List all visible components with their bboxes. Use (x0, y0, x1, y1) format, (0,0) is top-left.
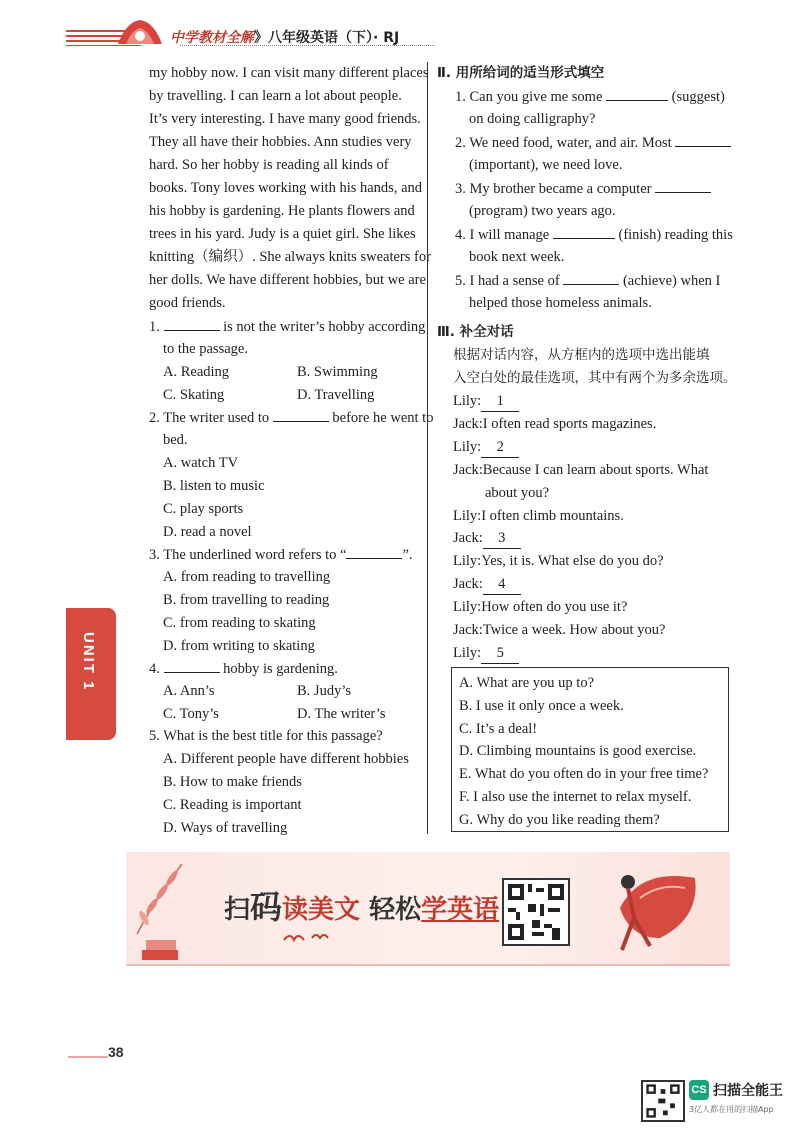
birds-icon (282, 930, 332, 946)
dialog-speaker: Lily: (453, 393, 482, 409)
dialog-text: Twice a week. How about you? (482, 622, 666, 638)
banner-slogan (224, 882, 499, 928)
s2-item-1-hint: (suggest) (671, 89, 725, 105)
dialog-speaker: Lily: (453, 645, 482, 661)
s2-item-3-cont: (program) two years ago. (469, 203, 616, 219)
q2-continuation: bed. (163, 432, 188, 448)
passage-line: by travelling. I can learn a lot about people. (149, 88, 402, 104)
q2-option-b[interactable]: B. listen to music (163, 478, 265, 494)
s2-item-2 (455, 132, 731, 153)
dialog-line (453, 506, 624, 526)
s2-item-1-cont: on doing calligraphy? (469, 111, 596, 127)
question-2 (149, 407, 433, 428)
dialog-blank[interactable]: 5 (481, 643, 519, 664)
banner-word-5: 学英语 (421, 895, 500, 925)
q3-option-b[interactable]: B. from travelling to reading (163, 592, 330, 608)
choice-option[interactable]: B. I use it only once a week. (459, 698, 624, 714)
banner-word-1: 扫 (224, 895, 251, 925)
banner-word-4: 轻松 (369, 895, 422, 925)
dialog-blank[interactable]: 1 (481, 391, 519, 412)
dialog-line (453, 597, 627, 617)
s2-item-1 (455, 86, 725, 107)
dialog-line (453, 620, 665, 640)
s2-item-1-blank[interactable] (606, 86, 668, 101)
s2-item-3-text: 3. My brother became a computer (455, 181, 652, 197)
s2-item-4-blank[interactable] (553, 224, 615, 239)
passage-line: They all have their hobbies. Ann studies very (149, 134, 412, 150)
dialog-line (453, 574, 521, 595)
q1-blank[interactable] (164, 316, 220, 331)
choice-option[interactable]: F. I also use the internet to relax myself. (459, 789, 692, 805)
dialog-speaker: Lily: (453, 599, 482, 615)
q2-text-b: before he went to (332, 410, 434, 426)
passage-line: my hobby now. I can visit many different places (149, 65, 429, 81)
dialog-speaker: Jack: (453, 622, 483, 638)
dialog-text: I often read sports magazines. (482, 416, 657, 432)
banner-word-3: 读美文 (282, 895, 361, 925)
dialog-blank[interactable]: 3 (483, 528, 521, 549)
book-stack-icon (140, 936, 180, 962)
s2-item-2-text: 2. We need food, water, and air. Most (455, 135, 672, 151)
question-5: 5. What is the best title for this passage? (149, 728, 383, 744)
runner-with-book-icon (600, 858, 710, 958)
section-2-title: Ⅱ. 用所给词的适当形式填空 (437, 65, 605, 81)
passage-line: trees in his yard. Judy is a quiet girl. She likes (149, 226, 416, 242)
q1-option-d[interactable]: D. Travelling (297, 387, 375, 403)
q3-text-b: ”. (402, 547, 413, 563)
section-3-title: Ⅲ. 补全对话 (437, 324, 514, 340)
dialog-line (453, 391, 519, 412)
camscanner-tagline: 3亿人都在用的扫描App (689, 1105, 774, 1114)
q1-number: 1. (149, 319, 160, 335)
s2-item-3 (455, 178, 711, 199)
dialog-text: How often do you use it? (481, 599, 628, 615)
s2-item-3-blank[interactable] (655, 178, 711, 193)
header-brand: 中学教材全解 (170, 30, 254, 46)
camscanner-name: 扫描全能王 (713, 1083, 783, 1099)
q3-option-a[interactable]: A. from reading to travelling (163, 569, 331, 585)
passage-line: his hobby is gardening. He plants flowers and (149, 203, 415, 219)
dialog-line (453, 437, 519, 458)
s2-item-5-cont: helped those homeless animals. (469, 295, 652, 311)
choice-option[interactable]: E. What do you often do in your free time? (459, 766, 709, 782)
header-title (170, 27, 399, 47)
question-4 (149, 658, 338, 679)
dialog-speaker: Jack: (453, 416, 483, 432)
section-3-instruction-2: 入空白处的最佳选项，其中有两个为多余选项。 (453, 370, 737, 386)
q2-option-a[interactable]: A. watch TV (163, 455, 239, 471)
q4-text: hobby is gardening. (223, 661, 338, 677)
section-3-instruction-1: 根据对话内容，从方框内的选项中选出能填 (453, 347, 710, 363)
s2-item-2-cont: (important), we need love. (469, 157, 623, 173)
dialog-speaker: Jack: (453, 462, 483, 478)
dialog-speaker: Jack: (453, 530, 483, 546)
q5-option-a[interactable]: A. Different people have different hobbies (163, 751, 409, 767)
banner-word-2: 码 (250, 888, 283, 926)
dialog-line (453, 460, 708, 480)
q5-option-c[interactable]: C. Reading is important (163, 797, 302, 813)
qr-code-icon (643, 1082, 683, 1120)
s2-item-5-blank[interactable] (563, 270, 619, 285)
camscanner-logo: CS (689, 1080, 709, 1100)
banner-qr-code[interactable] (502, 878, 570, 946)
q5-option-d[interactable]: D. Ways of travelling (163, 820, 288, 836)
q3-blank[interactable] (346, 544, 402, 559)
dialog-text: Because I can learn about sports. What (482, 462, 709, 478)
dialog-speaker: Lily: (453, 439, 482, 455)
s2-item-4-text: 4. I will manage (455, 227, 550, 243)
choice-option[interactable]: C. It’s a deal! (459, 721, 538, 737)
dialog-line (453, 643, 519, 664)
choice-option[interactable]: A. What are you up to? (459, 675, 595, 691)
dialog-text: about you? (485, 485, 550, 501)
s2-item-2-blank[interactable] (675, 132, 731, 147)
passage-line: her dolls. We have different hobbies, but we are (149, 272, 426, 288)
passage-line: hard. So her hobby is reading all kinds of (149, 157, 389, 173)
q3-option-c[interactable]: C. from reading to skating (163, 615, 316, 631)
dialog-speaker: Lily: (453, 553, 482, 569)
unit-tab-label: UNIT 1 (80, 632, 97, 692)
s2-item-5 (455, 270, 720, 291)
dialog-speaker: Jack: (453, 576, 483, 592)
flower-logo-icon (112, 14, 168, 50)
q2-text-a: 2. The writer used to (149, 410, 270, 426)
q4-number: 4. (149, 661, 160, 677)
s2-item-4 (455, 224, 733, 245)
column-divider (427, 62, 428, 834)
q4-option-b[interactable]: B. Judy’s (297, 683, 351, 699)
q3-text-a: 3. The underlined word refers to “ (149, 547, 347, 563)
qr-code-icon (504, 880, 568, 944)
q2-blank[interactable] (273, 407, 329, 422)
question-3 (149, 544, 413, 565)
dialog-text: Yes, it is. What else do you do? (481, 553, 664, 569)
q1-option-b[interactable]: B. Swimming (297, 364, 378, 380)
dialog-blank[interactable]: 4 (483, 574, 521, 595)
dialog-blank[interactable]: 2 (481, 437, 519, 458)
passage-line: knitting（编织）. She always knits sweaters for (149, 249, 431, 265)
q4-option-c[interactable]: C. Tony’s (163, 706, 219, 722)
passage-line: It’s very interesting. I have many good friends. (149, 111, 421, 127)
dialog-line (453, 528, 521, 549)
s2-item-5-hint: (achieve) when I (622, 273, 721, 289)
s2-item-4-hint: (finish) reading this (618, 227, 733, 243)
dialog-line (453, 551, 664, 571)
passage-line: good friends. (149, 295, 226, 311)
q5-option-b[interactable]: B. How to make friends (163, 774, 302, 790)
dialog-text: I often climb mountains. (481, 508, 624, 524)
q2-option-c[interactable]: C. play sports (163, 501, 244, 517)
dialog-speaker: Lily: (453, 508, 482, 524)
q4-blank[interactable] (164, 658, 220, 673)
leaf-branch-icon (132, 856, 192, 936)
page-number: 38 (108, 1044, 124, 1060)
passage-line: books. Tony loves working with his hands, and (149, 180, 423, 196)
q1-continuation: to the passage. (163, 341, 248, 357)
dialog-line (453, 414, 656, 434)
header-subtitle: 》八年级英语（下）· RJ (254, 30, 400, 46)
dialog-line (485, 483, 549, 503)
page-number-line (68, 1056, 108, 1058)
unit-tab (66, 608, 116, 740)
s2-item-4-cont: book next week. (469, 249, 565, 265)
q1-option-c[interactable]: C. Skating (163, 387, 225, 403)
choice-option[interactable]: G. Why do you like reading them? (459, 812, 660, 828)
q2-option-d[interactable]: D. read a novel (163, 524, 252, 540)
header-dotted-line (180, 45, 435, 46)
question-1 (149, 316, 425, 337)
watermark-qr-code (641, 1080, 685, 1122)
choice-option[interactable]: D. Climbing mountains is good exercise. (459, 743, 697, 759)
s2-item-1-text: 1. Can you give me some (455, 89, 603, 105)
q1-option-a[interactable]: A. Reading (163, 364, 230, 380)
s2-item-5-text: 5. I had a sense of (455, 273, 560, 289)
q4-option-d[interactable]: D. The writer’s (297, 706, 386, 722)
q3-option-d[interactable]: D. from writing to skating (163, 638, 315, 654)
q4-option-a[interactable]: A. Ann’s (163, 683, 215, 699)
q1-text: is not the writer’s hobby according (223, 319, 426, 335)
